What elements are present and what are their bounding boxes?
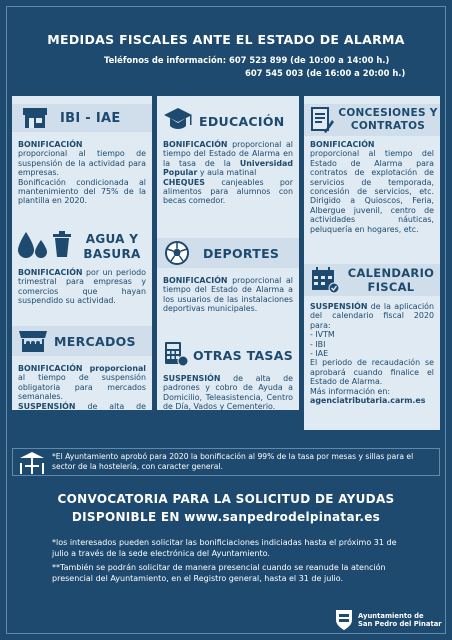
deportes-title: DEPORTES (203, 246, 280, 261)
deportes-p1: proporcional al tiempo del Estado de Alarma a los usuarios de las instalaciones deportivas municipales. (163, 276, 293, 314)
educacion-title: EDUCACIÓN (199, 114, 285, 129)
logo-line-1: Ayuntamiento de (358, 612, 424, 620)
soccer-ball-icon (165, 241, 189, 265)
concesiones-body (310, 140, 434, 234)
ibi-title: IBI - IAE (60, 111, 121, 126)
agua-p1: por un periodo trimestral para empresas y comercios que hayan suspendido su actividad. (18, 268, 147, 306)
educacion-p2: canjeables por alimentos para alumnos con becas comedor. (163, 177, 293, 206)
educacion-p1-bold: BONIFICACIÓN (163, 140, 228, 149)
water-drops-icon (16, 230, 50, 260)
calendario-p3: Más información en: (310, 386, 391, 396)
convocatoria-line-1: CONVOCATORIA PARA LA SOLICITUD DE AYUDAS (57, 492, 395, 506)
convocatoria-line-2[interactable]: DISPONIBLE EN www.sanpedrodelpinatar.es (71, 510, 381, 524)
shop-icon (22, 106, 48, 130)
calendario-item-3: - IAE (310, 349, 329, 359)
calendario-item-1: - IVTM (310, 330, 335, 340)
concesiones-p1-bold: BONIFICACIÓN (310, 140, 375, 149)
agua-title-line-1: AGUA Y (85, 232, 139, 246)
ibi-p2: Bonificación condicionada al mantenimiento del 75% de la plantilla en 2020. (18, 177, 146, 206)
educacion-p2-bold: CHEQUES (163, 177, 205, 187)
concesiones-title-line-2: CONTRATOS (350, 120, 426, 132)
mercados-p2-bold: SUSPENSIÓN (18, 401, 76, 411)
calendario-item-2: - IBI (310, 339, 326, 349)
terrace-note-text: *El Ayuntamiento aprobó para 2020 la bonificación al 99% de la tasa por mesas y sillas para el sector de la hostelería, con caracter general. (52, 452, 414, 471)
otras-p1: de alta de padrones y cobro de Ayuda a Domicilio, Teleasistencia, Centro de Día, Vados y Cementerio. (163, 374, 293, 412)
calendario-p2: El periodo de recaudación se aprobará cuando finalice el Estado de Alarma. (310, 358, 434, 387)
mercados-header (12, 326, 152, 356)
concesiones-p1: proporcional al tiempo del Estado de Alarma para contratos de explotación de servicios de temporada, concesión de servicios, etc. Dirigido a Quioscos, Feria, Albergue juvenil, centro de actividades náuticas, peluquería en hogares, etc. (310, 149, 434, 234)
calendar-icon (310, 266, 340, 294)
deportes-header (157, 238, 299, 268)
phone-line-2: 607 545 003 (de 16:00 a 20:00 h.) (245, 68, 406, 78)
otras-body (163, 374, 293, 412)
terrace-table-icon (18, 450, 46, 476)
agencia-tributaria-link[interactable]: agenciatributaria.carm.es (310, 396, 426, 406)
educacion-body (163, 140, 293, 206)
phone-line-1: Teléfonos de información: 607 523 899 (de 10:00 a 14:00 h.) (104, 55, 390, 65)
ibi-p1-bold: BONIFICACIÓN (18, 140, 83, 149)
mercados-p2: de alta de padrones y cobro. (18, 401, 147, 421)
otras-p1-bold: SUSPENSIÓN (163, 374, 221, 383)
card-column-3 (304, 96, 440, 430)
market-stall-icon (18, 329, 48, 353)
city-logo-text (358, 612, 442, 629)
logo-line-2: San Pedro del Pinatar (358, 620, 442, 629)
calendario-title (344, 266, 438, 294)
contract-document-icon (310, 106, 334, 134)
concesiones-title-line-1: CONCESIONES Y (338, 107, 438, 119)
calculator-icon (163, 340, 189, 368)
deportes-body (163, 276, 293, 314)
city-shield-logo (334, 608, 354, 632)
calendario-p1-bold: SUSPENSIÓN (310, 302, 368, 311)
calendario-p1: de la aplicación del calendario fiscal 2020 para: (310, 302, 435, 330)
ibi-header (12, 104, 152, 132)
deportes-p1-bold: BONIFICACIÓN (163, 276, 228, 285)
graduation-cap-icon (163, 106, 193, 132)
otras-title: OTRAS TASAS (193, 348, 294, 363)
mercados-title: MERCADOS (54, 334, 136, 349)
mercados-body (18, 364, 146, 420)
card-column-1 (12, 96, 152, 421)
agua-p1-bold: BONIFICACIÓN (18, 268, 83, 277)
page-title: MEDIDAS FISCALES ANTE EL ESTADO DE ALARMA (47, 32, 405, 47)
footnote-1: *los interesados pueden solicitar las bonificiaciones indiciadas hasta el próximo 31 de julio a través de la sede electrónica del Ayuntamiento. (52, 538, 397, 558)
phone-info (104, 54, 405, 80)
calendario-body (310, 302, 434, 405)
card-column-2 (157, 96, 299, 410)
calendario-title-line-1: CALENDARIO (347, 266, 435, 280)
agua-body (18, 268, 146, 306)
agua-title (74, 232, 150, 262)
concesiones-title (338, 107, 438, 133)
mercados-p1: al tiempo de suspensión obligatoria para mercados semanales. (18, 373, 146, 402)
educacion-p1: proporcional al tiempo del Estado de Alarma en la tasa de la (163, 140, 293, 168)
calendario-title-line-2: FISCAL (367, 280, 415, 294)
mercados-p1-bold: BONIFICACIÓN proporcional (18, 364, 146, 373)
footnote-2: **También se podrán solicitar de manera presencial cuando se reanude la atención presencial del Ayuntamiento, en el Registro general, hasta el 31 de julio. (52, 563, 386, 583)
calendario-header (304, 264, 440, 296)
ibi-p1: proporcional al tiempo de suspensión de la actividad para empresas. (18, 149, 146, 178)
ibi-body (18, 140, 146, 206)
educacion-p1-bold-2: Universidad Popular (163, 158, 293, 178)
concesiones-header (304, 104, 440, 136)
educacion-p1-tail: y aula matinal (199, 168, 257, 178)
trash-bin-icon (52, 230, 72, 258)
agua-title-line-2: BASURA (83, 247, 141, 261)
